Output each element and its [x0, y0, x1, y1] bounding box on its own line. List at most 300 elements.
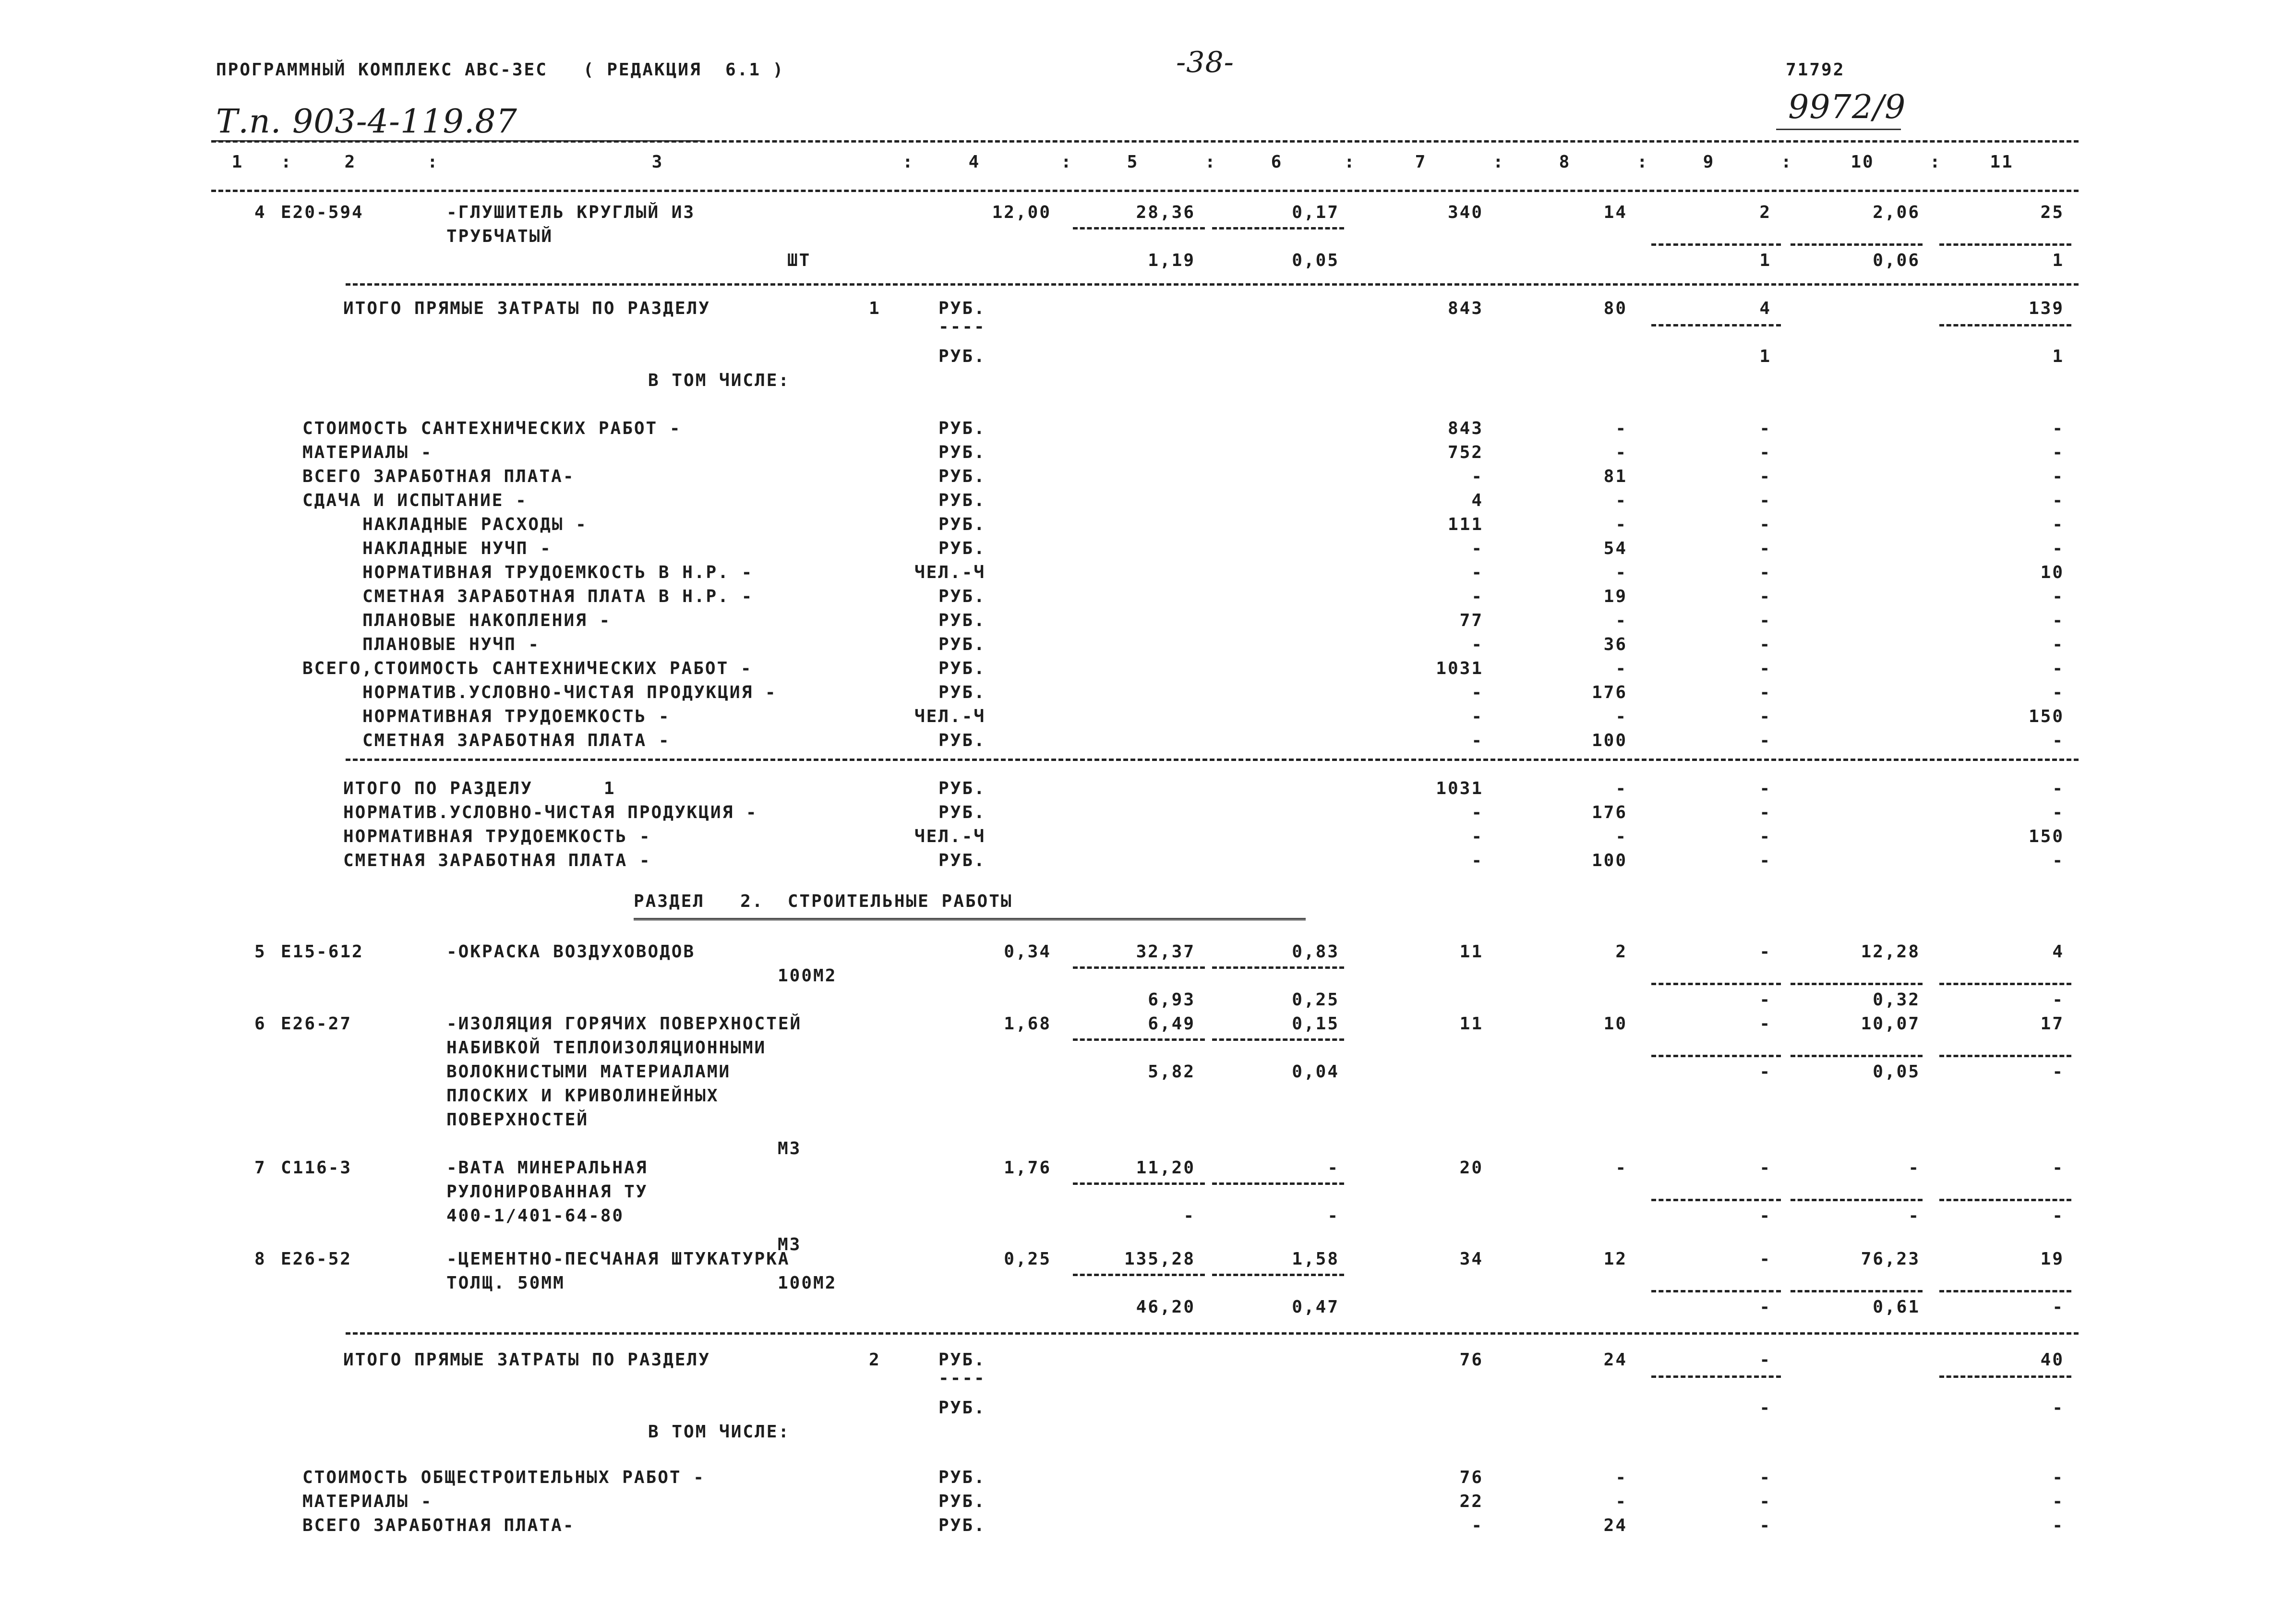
breakdown-label: НАКЛАДНЫЕ РАСХОДЫ -: [362, 515, 588, 534]
item-unit: 100М2: [778, 1273, 837, 1293]
breakdown-value-c9: -: [1759, 683, 1771, 702]
breakdown-value-c11: -: [2052, 635, 2064, 654]
total-unit: РУБ.: [938, 299, 986, 318]
breakdown-value-c11: -: [2052, 683, 2064, 702]
breakdown-value-c9: -: [1759, 491, 1771, 510]
document-code: 71792: [1786, 60, 1845, 80]
breakdown-value-c11: -: [2052, 419, 2064, 438]
item-value-qty: 0,34: [1004, 942, 1051, 962]
sub-rule-c10: [1791, 1055, 1923, 1057]
item-value-c5: 6,49: [1148, 1014, 1195, 1034]
item-value-c9b: -: [1759, 1297, 1771, 1317]
including-heading: В ТОМ ЧИСЛЕ:: [648, 371, 791, 390]
breakdown-value-c11: -: [2052, 1492, 2064, 1511]
total-value-c7: 76: [1459, 1350, 1483, 1370]
item-number: 8: [254, 1249, 266, 1269]
item-unit: М3: [778, 1235, 802, 1254]
breakdown-value-c8: -: [1615, 707, 1627, 726]
column-number: 3: [651, 152, 664, 172]
item-value-c5: 11,20: [1136, 1158, 1195, 1178]
breakdown-unit: ЧЕЛ.-Ч: [914, 707, 986, 726]
item-value-c8: 14: [1603, 203, 1627, 222]
item-name-line: ТРУБЧАТЫЙ: [446, 227, 553, 246]
breakdown-unit: РУБ.: [938, 659, 986, 678]
summary-value-c7: -: [1471, 803, 1483, 822]
total-value-c11: 139: [2028, 299, 2064, 318]
column-header-rule: [211, 190, 2079, 192]
item-value-c7: 340: [1447, 203, 1483, 222]
breakdown-value-c11: -: [2052, 1516, 2064, 1535]
sheet-reference: 9972/9: [1788, 88, 1906, 126]
summary-value-c11: -: [2052, 779, 2064, 798]
breakdown-value-c9: -: [1759, 539, 1771, 558]
item-value-c9: 2: [1759, 203, 1771, 222]
total-unit: РУБ.: [938, 1350, 986, 1370]
breakdown-value-c7: 4: [1471, 491, 1483, 510]
sub-rule-c11: [1939, 1375, 2071, 1378]
item-name-line: ВОЛОКНИСТЫМИ МАТЕРИАЛАМИ: [446, 1062, 731, 1082]
item-value-c10b: 0,61: [1873, 1297, 1920, 1317]
summary-unit: РУБ.: [938, 803, 986, 822]
breakdown-unit: РУБ.: [938, 467, 986, 486]
breakdown-unit: РУБ.: [938, 419, 986, 438]
item-value-c5: 32,37: [1136, 942, 1195, 962]
item-unit: М3: [778, 1139, 802, 1158]
section2-items-rule: [346, 1332, 2079, 1335]
item-value-c11: 4: [2052, 942, 2064, 962]
breakdown-unit: РУБ.: [938, 635, 986, 654]
breakdown-unit: РУБ.: [938, 587, 986, 606]
item-value-c11b: -: [2052, 1206, 2064, 1226]
item-value-c5b: 6,93: [1148, 990, 1195, 1010]
sub-rule-c10: [1791, 983, 1923, 985]
summary-value-c7: -: [1471, 827, 1483, 846]
breakdown-value-c9: -: [1759, 659, 1771, 678]
item-value-c5: 28,36: [1136, 203, 1195, 222]
breakdown-value-c7: -: [1471, 467, 1483, 486]
sub-rule-c5: [1073, 966, 1205, 969]
document-reference: Т.п. 903-4-119.87: [216, 103, 517, 141]
sub-rule-c6: [1212, 1038, 1344, 1041]
item-value-c6b: 0,47: [1292, 1297, 1339, 1317]
breakdown-unit: РУБ.: [938, 611, 986, 630]
item-value-c7: 34: [1459, 1249, 1483, 1269]
breakdown-label: НАКЛАДНЫЕ НУЧП -: [362, 539, 552, 558]
item-name-line: НАБИВКОЙ ТЕПЛОИЗОЛЯЦИОННЫМИ: [446, 1038, 767, 1058]
breakdown-value-c9: -: [1759, 611, 1771, 630]
breakdown-unit: РУБ.: [938, 1516, 986, 1535]
sub-rule-c9: [1651, 1199, 1781, 1201]
breakdown-label: НОРМАТИВНАЯ ТРУДОЕМКОСТЬ В Н.Р. -: [362, 563, 754, 582]
item-code: С116-3: [281, 1158, 352, 1178]
breakdown-value-c9: -: [1759, 1492, 1771, 1511]
sub-rule-c6: [1212, 1182, 1344, 1185]
breakdown-value-c8: -: [1615, 443, 1627, 462]
summary-value-c9: -: [1759, 803, 1771, 822]
sub-rule-c11: [1939, 243, 2071, 246]
column-separator: :: [902, 152, 914, 172]
summary-value-c8: 176: [1591, 803, 1627, 822]
breakdown-value-c11: 10: [2040, 563, 2064, 582]
column-separator: :: [1205, 152, 1217, 172]
sub-rule-c9: [1651, 324, 1781, 326]
sub-rule-c11: [1939, 1290, 2071, 1292]
item-value-c10b: 0,06: [1873, 251, 1920, 270]
column-separator: :: [1781, 152, 1793, 172]
sub-rule-c11: [1939, 324, 2071, 326]
breakdown-value-c8: -: [1615, 515, 1627, 534]
item-name-line: -ОКРАСКА ВОЗДУХОВОДОВ: [446, 942, 696, 962]
breakdown-value-c9: -: [1759, 443, 1771, 462]
total-value-c11: 40: [2040, 1350, 2064, 1370]
breakdown-label: НОРМАТИВНАЯ ТРУДОЕМКОСТЬ -: [362, 707, 671, 726]
column-separator: :: [1061, 152, 1073, 172]
item-value-c6: 0,17: [1292, 203, 1339, 222]
item-value-c11: -: [2052, 1158, 2064, 1178]
breakdown-value-c9: -: [1759, 1468, 1771, 1487]
item-value-c10: 76,23: [1861, 1249, 1920, 1269]
breakdown-value-c7: 76: [1459, 1468, 1483, 1487]
item-number: 4: [254, 203, 266, 222]
breakdown-value-c8: -: [1615, 611, 1627, 630]
item-value-c9: -: [1759, 1249, 1771, 1269]
breakdown-label: МАТЕРИАЛЫ -: [302, 1492, 433, 1511]
item-value-c6: 1,58: [1292, 1249, 1339, 1269]
item-value-c6b: 0,05: [1292, 251, 1339, 270]
total-value-c7: 843: [1447, 299, 1483, 318]
breakdown-value-c8: 36: [1603, 635, 1627, 654]
breakdown-value-c9: -: [1759, 731, 1771, 750]
item-unit: ШТ: [787, 251, 811, 270]
total-label: ИТОГО ПРЯМЫЕ ЗАТРАТЫ ПО РАЗДЕЛУ: [343, 1350, 710, 1370]
breakdown-label: СМЕТНАЯ ЗАРАБОТНАЯ ПЛАТА В Н.Р. -: [362, 587, 754, 606]
item-value-c10: 12,28: [1861, 942, 1920, 962]
total-number: 1: [869, 299, 881, 318]
column-number: 8: [1559, 152, 1571, 172]
item-value-c6b: 0,25: [1292, 990, 1339, 1010]
section1-breakdown-rule: [346, 759, 2079, 761]
item-value-c5b: 5,82: [1148, 1062, 1195, 1082]
sub-rule-c5: [1073, 227, 1205, 229]
summary-unit: РУБ.: [938, 779, 986, 798]
summary-unit: РУБ.: [938, 851, 986, 870]
column-separator: :: [427, 152, 439, 172]
summary-value-c7: 1031: [1436, 779, 1483, 798]
breakdown-value-c7: 111: [1447, 515, 1483, 534]
item-value-qty: 1,76: [1004, 1158, 1051, 1178]
breakdown-value-c7: 22: [1459, 1492, 1483, 1511]
breakdown-value-c8: 24: [1603, 1516, 1627, 1535]
sub-rule-c5: [1073, 1038, 1205, 1041]
sub-rule-c10: [1791, 1290, 1923, 1292]
sub-rule-c11: [1939, 1055, 2071, 1057]
item-name-line: ТОЛЩ. 50ММ: [446, 1273, 565, 1293]
total-value-c9: 4: [1759, 299, 1771, 318]
breakdown-unit: РУБ.: [938, 539, 986, 558]
total-value-c9b: 1: [1759, 347, 1771, 366]
item-value-c10: 2,06: [1873, 203, 1920, 222]
total-number: 2: [869, 1350, 881, 1370]
summary-value-c8: -: [1615, 779, 1627, 798]
item-value-c6b: 0,04: [1292, 1062, 1339, 1082]
summary-value-c9: -: [1759, 827, 1771, 846]
breakdown-value-c8: -: [1615, 1468, 1627, 1487]
total-unit-dash: ----: [938, 1368, 986, 1388]
item-value-c6: 0,83: [1292, 942, 1339, 962]
item-value-c9b: -: [1759, 1206, 1771, 1226]
item-value-c9b: -: [1759, 1062, 1771, 1082]
breakdown-unit: РУБ.: [938, 491, 986, 510]
column-separator: :: [281, 152, 293, 172]
breakdown-value-c8: -: [1615, 419, 1627, 438]
breakdown-value-c11: -: [2052, 611, 2064, 630]
item-value-c9: -: [1759, 942, 1771, 962]
summary-value-c8: -: [1615, 827, 1627, 846]
breakdown-unit: РУБ.: [938, 1468, 986, 1487]
summary-value-c8: 100: [1591, 851, 1627, 870]
column-number: 2: [344, 152, 357, 172]
section2-title: РАЗДЕЛ 2. СТРОИТЕЛЬНЫЕ РАБОТЫ: [634, 892, 1013, 911]
breakdown-value-c7: -: [1471, 539, 1483, 558]
item-name-line: ПЛОСКИХ И КРИВОЛИНЕЙНЫХ: [446, 1086, 719, 1106]
breakdown-value-c11: -: [2052, 1468, 2064, 1487]
item-name-line: -ИЗОЛЯЦИЯ ГОРЯЧИХ ПОВЕРХНОСТЕЙ: [446, 1014, 802, 1034]
total-unit-second: РУБ.: [938, 1398, 986, 1418]
item-value-c7: 20: [1459, 1158, 1483, 1178]
breakdown-value-c9: -: [1759, 1516, 1771, 1535]
item-name-line: -ЦЕМЕНТНО-ПЕСЧАНАЯ ШТУКАТУРКА: [446, 1249, 790, 1269]
breakdown-value-c7: -: [1471, 563, 1483, 582]
sheet-reference-underline: [1776, 129, 1901, 130]
breakdown-label: НОРМАТИВ.УСЛОВНО-ЧИСТАЯ ПРОДУКЦИЯ -: [362, 683, 777, 702]
sub-rule-c6: [1212, 966, 1344, 969]
item-value-c7: 11: [1459, 1014, 1483, 1034]
total-label: ИТОГО ПРЯМЫЕ ЗАТРАТЫ ПО РАЗДЕЛУ: [343, 299, 710, 318]
sub-rule-c9: [1651, 1375, 1781, 1378]
breakdown-value-c8: -: [1615, 1492, 1627, 1511]
item-value-c8: 2: [1615, 942, 1627, 962]
item-value-c7: 11: [1459, 942, 1483, 962]
breakdown-value-c11: -: [2052, 587, 2064, 606]
breakdown-value-c7: 77: [1459, 611, 1483, 630]
item-name-line: РУЛОНИРОВАННАЯ ТУ: [446, 1182, 648, 1202]
total-value-c11b: -: [2052, 1398, 2064, 1418]
breakdown-value-c9: -: [1759, 707, 1771, 726]
item-code: Е26-27: [281, 1014, 352, 1034]
item-value-c11b: -: [2052, 1297, 2064, 1317]
breakdown-value-c8: 19: [1603, 587, 1627, 606]
breakdown-value-c9: -: [1759, 467, 1771, 486]
sub-rule-c5: [1073, 1274, 1205, 1276]
summary-value-c9: -: [1759, 779, 1771, 798]
breakdown-value-c8: 176: [1591, 683, 1627, 702]
item-number: 6: [254, 1014, 266, 1034]
item-value-c5b: 46,20: [1136, 1297, 1195, 1317]
total-value-c11b: 1: [2052, 347, 2064, 366]
item-value-c11b: -: [2052, 990, 2064, 1010]
item-value-c5b: -: [1183, 1206, 1195, 1226]
item-value-qty: 0,25: [1004, 1249, 1051, 1269]
item-value-c10: 10,07: [1861, 1014, 1920, 1034]
breakdown-unit: ЧЕЛ.-Ч: [914, 563, 986, 582]
breakdown-value-c9: -: [1759, 563, 1771, 582]
item-value-c8: 10: [1603, 1014, 1627, 1034]
item-unit: 100М2: [778, 966, 837, 986]
total-value-c9: -: [1759, 1350, 1771, 1370]
column-separator: :: [1637, 152, 1649, 172]
breakdown-value-c7: -: [1471, 587, 1483, 606]
sub-rule-c11: [1939, 983, 2071, 985]
sub-rule-c6: [1212, 1274, 1344, 1276]
item-value-c8: 12: [1603, 1249, 1627, 1269]
breakdown-value-c8: 81: [1603, 467, 1627, 486]
breakdown-value-c11: -: [2052, 539, 2064, 558]
summary-label: ИТОГО ПО РАЗДЕЛУ 1: [343, 779, 616, 798]
item-value-c6: 0,15: [1292, 1014, 1339, 1034]
breakdown-value-c11: 150: [2028, 707, 2064, 726]
breakdown-value-c11: -: [2052, 515, 2064, 534]
item-value-c11: 19: [2040, 1249, 2064, 1269]
breakdown-value-c8: -: [1615, 491, 1627, 510]
column-number: 10: [1851, 152, 1875, 172]
item-number: 7: [254, 1158, 266, 1178]
item-code: Е15-612: [281, 942, 364, 962]
breakdown-label: ВСЕГО,СТОИМОСТЬ САНТЕХНИЧЕСКИХ РАБОТ -: [302, 659, 753, 678]
sub-rule-c5: [1073, 1182, 1205, 1185]
breakdown-value-c11: -: [2052, 467, 2064, 486]
item-value-c10: -: [1908, 1158, 1920, 1178]
breakdown-value-c9: -: [1759, 587, 1771, 606]
breakdown-value-c8: -: [1615, 659, 1627, 678]
item-value-c11: 17: [2040, 1014, 2064, 1034]
breakdown-value-c7: 752: [1447, 443, 1483, 462]
column-number: 6: [1271, 152, 1283, 172]
breakdown-unit: РУБ.: [938, 731, 986, 750]
summary-value-c7: -: [1471, 851, 1483, 870]
item-code: Е26-52: [281, 1249, 352, 1269]
sub-rule-c10: [1791, 243, 1923, 246]
breakdown-value-c9: -: [1759, 635, 1771, 654]
summary-value-c11: -: [2052, 803, 2064, 822]
sub-rule-c9: [1651, 1055, 1781, 1057]
sub-rule-c6: [1212, 227, 1344, 229]
item-value-c6: -: [1327, 1158, 1339, 1178]
section2-title-rule: [634, 918, 1306, 920]
column-number: 4: [968, 152, 981, 172]
breakdown-value-c11: -: [2052, 443, 2064, 462]
breakdown-label: ПЛАНОВЫЕ НАКОПЛЕНИЯ -: [362, 611, 612, 630]
breakdown-value-c9: -: [1759, 419, 1771, 438]
summary-value-c9: -: [1759, 851, 1771, 870]
item-value-c11b: -: [2052, 1062, 2064, 1082]
item-value-c11: 25: [2040, 203, 2064, 222]
item-value-c10b: -: [1908, 1206, 1920, 1226]
summary-label: НОРМАТИВ.УСЛОВНО-ЧИСТАЯ ПРОДУКЦИЯ -: [343, 803, 758, 822]
breakdown-value-c8: -: [1615, 563, 1627, 582]
sub-rule-c11: [1939, 1199, 2071, 1201]
total-value-c8: 24: [1603, 1350, 1627, 1370]
column-number: 7: [1415, 152, 1427, 172]
sub-rule-c9: [1651, 243, 1781, 246]
column-separator: :: [1344, 152, 1356, 172]
column-number: 11: [1990, 152, 2014, 172]
breakdown-value-c7: -: [1471, 707, 1483, 726]
column-number: 5: [1127, 152, 1139, 172]
item-value-c5: 135,28: [1124, 1249, 1195, 1269]
item-value-c10b: 0,05: [1873, 1062, 1920, 1082]
breakdown-value-c7: 843: [1447, 419, 1483, 438]
item-value-c9b: 1: [1759, 251, 1771, 270]
item-value-c11b: 1: [2052, 251, 2064, 270]
breakdown-value-c8: 100: [1591, 731, 1627, 750]
breakdown-unit: РУБ.: [938, 515, 986, 534]
item-value-c9b: -: [1759, 990, 1771, 1010]
item-value-c5b: 1,19: [1148, 251, 1195, 270]
breakdown-value-c11: -: [2052, 731, 2064, 750]
sub-rule-c9: [1651, 983, 1781, 985]
breakdown-value-c7: -: [1471, 1516, 1483, 1535]
breakdown-label: СМЕТНАЯ ЗАРАБОТНАЯ ПЛАТА -: [362, 731, 671, 750]
total-unit-second: РУБ.: [938, 347, 986, 366]
breakdown-label: СТОИМОСТЬ САНТЕХНИЧЕСКИХ РАБОТ -: [302, 419, 682, 438]
total-value-c8: 80: [1603, 299, 1627, 318]
column-separator: :: [1493, 152, 1505, 172]
breakdown-value-c7: 1031: [1436, 659, 1483, 678]
item-code: Е20-594: [281, 203, 364, 222]
summary-unit: ЧЕЛ.-Ч: [914, 827, 986, 846]
item-value-c9: -: [1759, 1014, 1771, 1034]
breakdown-label: СДАЧА И ИСПЫТАНИЕ -: [302, 491, 528, 510]
breakdown-label: СТОИМОСТЬ ОБЩЕСТРОИТЕЛЬНЫХ РАБОТ -: [302, 1468, 705, 1487]
breakdown-value-c7: -: [1471, 635, 1483, 654]
item-name-line: 400-1/401-64-80: [446, 1206, 625, 1226]
summary-label: НОРМАТИВНАЯ ТРУДОЕМКОСТЬ -: [343, 827, 651, 846]
sub-rule-c9: [1651, 1290, 1781, 1292]
summary-value-c11: 150: [2028, 827, 2064, 846]
item-name-line: -ГЛУШИТЕЛЬ КРУГЛЫЙ ИЗ: [446, 203, 696, 222]
total-value-c9b: -: [1759, 1398, 1771, 1418]
total-unit-dash: ----: [938, 317, 986, 337]
breakdown-unit: РУБ.: [938, 683, 986, 702]
item-name-line: ПОВЕРХНОСТЕЙ: [446, 1110, 589, 1130]
column-number: 9: [1703, 152, 1715, 172]
breakdown-value-c7: -: [1471, 683, 1483, 702]
breakdown-value-c11: -: [2052, 491, 2064, 510]
table-top-rule: [211, 140, 2079, 143]
breakdown-value-c8: 54: [1603, 539, 1627, 558]
item-value-qty: 1,68: [1004, 1014, 1051, 1034]
column-separator: :: [1930, 152, 1942, 172]
item-value-c6b: -: [1327, 1206, 1339, 1226]
breakdown-value-c11: -: [2052, 659, 2064, 678]
program-header: ПРОГРАММНЫЙ КОМПЛЕКС АВС-3ЕС ( РЕДАКЦИЯ 6.1 ): [216, 60, 785, 80]
item-name-line: -ВАТА МИНЕРАЛЬНАЯ: [446, 1158, 648, 1178]
page-number: -38-: [1176, 46, 1234, 79]
item-value-c9: -: [1759, 1158, 1771, 1178]
item-value-c8: -: [1615, 1158, 1627, 1178]
column-number: 1: [231, 152, 244, 172]
breakdown-unit: РУБ.: [938, 1492, 986, 1511]
breakdown-label: ВСЕГО ЗАРАБОТНАЯ ПЛАТА-: [302, 467, 575, 486]
breakdown-label: ВСЕГО ЗАРАБОТНАЯ ПЛАТА-: [302, 1516, 575, 1535]
section1-item-rule: [346, 283, 2079, 286]
item-value-qty: 12,00: [992, 203, 1051, 222]
breakdown-value-c9: -: [1759, 515, 1771, 534]
breakdown-value-c7: -: [1471, 731, 1483, 750]
summary-value-c11: -: [2052, 851, 2064, 870]
sub-rule-c10: [1791, 1199, 1923, 1201]
summary-label: СМЕТНАЯ ЗАРАБОТНАЯ ПЛАТА -: [343, 851, 651, 870]
